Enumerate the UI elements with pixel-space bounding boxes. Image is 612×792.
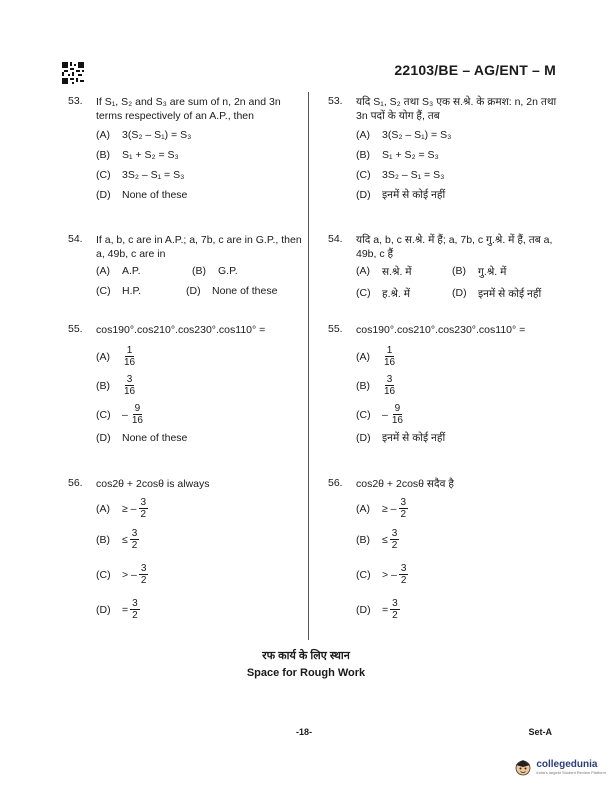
question-text: cos2θ + 2cosθ सदैव है (356, 478, 454, 490)
options-row-1 (96, 265, 308, 277)
option-b: (B) ≤ $\frac{3}{2}$ (96, 528, 138, 551)
option-b: (B) $\frac{3}{16}$ (96, 374, 136, 397)
option-d: (D) None of these (186, 285, 278, 297)
question-54 (68, 233, 308, 297)
fraction: $\frac{3}{2}$ (132, 598, 138, 621)
option-d: (D) इनमें से कोई नहीं (452, 287, 542, 300)
fraction: $\frac{3}{2}$ (140, 563, 147, 586)
option-b: (B) S₁ + S₂ = S₃ (96, 149, 179, 161)
option-b: (B) G.P. (192, 265, 238, 277)
option-d: (D) = $\frac{3}{2}$ (356, 598, 398, 621)
question-55 (68, 323, 308, 446)
question-56 (68, 477, 308, 621)
set-label: Set-A (528, 727, 552, 737)
option-c: (C) 3S₂ – S₁ = S₃ (356, 169, 445, 181)
question-number: 56. (68, 477, 83, 489)
option-a: (A) 3(S₂ – S₁) = S₃ (96, 129, 192, 141)
option-b: (B) ≤ $\frac{3}{2}$ (356, 528, 398, 551)
options-row-2 (96, 285, 308, 297)
fraction: $\frac{3}{16}$ (384, 374, 396, 397)
question-number: 56. (328, 477, 343, 489)
question-text: If S₁, S₂ and S₃ are sum of n, 2n and 3n terms respectively of an A.P., then (96, 96, 281, 122)
page-number: -18- (296, 727, 313, 737)
option-c: (C) H.P. (96, 285, 142, 297)
fraction: $\frac{3}{2}$ (391, 528, 398, 551)
question-54-hindi (328, 233, 568, 301)
question-text: यदि S₁, S₂ तथा S₃ एक स.श्रे. के क्रमश: n, 2n तथा 3n पदों के योग हैं, तब (356, 96, 557, 122)
fraction: $\frac{3}{2}$ (131, 528, 138, 551)
question-number: 55. (328, 323, 343, 335)
paper-code: 22103/BE – AG/ENT – M (394, 62, 556, 78)
option-d: (D) None of these (96, 432, 188, 444)
fraction: $\frac{3}{2}$ (392, 598, 398, 621)
question-number: 55. (68, 323, 83, 335)
fraction: $\frac{3}{2}$ (140, 497, 147, 520)
option-d: (D) इनमें से कोई नहीं (356, 189, 446, 201)
question-53-hindi (328, 95, 568, 203)
option-d: (D) = $\frac{3}{2}$ (96, 598, 138, 621)
options-row-1 (356, 265, 568, 279)
question-number: 54. (328, 233, 343, 245)
rough-work-section (0, 648, 612, 679)
option-a: (A) ≥ – $\frac{3}{2}$ (96, 497, 147, 520)
option-b: (B) S₁ + S₂ = S₃ (356, 149, 439, 161)
rough-work-label: Space for Rough Work (246, 667, 366, 679)
option-c: (C) ह.श्रे. में (356, 287, 411, 300)
option-a: (A) स.श्रे. में (356, 265, 412, 278)
question-number: 53. (328, 95, 343, 107)
question-text: यदि a, b, c स.श्रे. में हैं; a, 7b, c गु.श्रे. में हैं, तब a, 49b, c हैं (356, 234, 553, 260)
question-text: cos2θ + 2cosθ is always (96, 478, 210, 490)
option-b: (B) $\frac{3}{16}$ (356, 374, 396, 397)
option-a: (A) A.P. (96, 265, 141, 277)
brand-tagline: India's largest Student Review Platform (536, 770, 606, 775)
option-a: (A) $\frac{1}{16}$ (96, 345, 136, 368)
fraction: $\frac{1}{16}$ (384, 345, 396, 368)
option-c: (C) > – $\frac{3}{2}$ (356, 563, 407, 586)
option-d: (D) इनमें से कोई नहीं (356, 432, 446, 444)
qr-code-icon (62, 62, 84, 84)
question-text: cos190°.cos210°.cos230°.cos110° = (96, 324, 266, 336)
fraction: $\frac{3}{16}$ (124, 374, 136, 397)
option-a: (A) $\frac{1}{16}$ (356, 345, 396, 368)
question-55-hindi (328, 323, 568, 446)
fraction: $\frac{1}{16}$ (124, 345, 136, 368)
fraction: $\frac{3}{2}$ (400, 497, 407, 520)
option-d: (D) None of these (96, 189, 188, 201)
column-divider (308, 92, 309, 640)
mascot-icon (513, 757, 533, 777)
options-row-2 (356, 287, 568, 301)
question-text: cos190°.cos210°.cos230°.cos110° = (356, 324, 526, 336)
rough-work-label-hindi: रफ कार्य के लिए स्थान (262, 650, 350, 662)
question-number: 53. (68, 95, 83, 107)
fraction: $\frac{9}{16}$ (391, 403, 403, 426)
option-a: (A) 3(S₂ – S₁) = S₃ (356, 129, 452, 141)
question-number: 54. (68, 233, 83, 245)
collegedunia-logo (513, 757, 606, 777)
option-c: (C) 3S₂ – S₁ = S₃ (96, 169, 185, 181)
brand-name: collegedunia (536, 759, 598, 770)
question-text: If a, b, c are in A.P.; a, 7b, c are in G.P., then a, 49b, c are in (96, 234, 302, 260)
question-53 (68, 95, 308, 203)
fraction: $\frac{9}{16}$ (131, 403, 143, 426)
option-a: (A) ≥ – $\frac{3}{2}$ (356, 497, 407, 520)
option-b: (B) गु.श्रे. में (452, 265, 507, 278)
option-c: (C) – $\frac{9}{16}$ (96, 403, 143, 426)
question-56-hindi (328, 477, 568, 621)
option-c: (C) – $\frac{9}{16}$ (356, 403, 403, 426)
fraction: $\frac{3}{2}$ (400, 563, 407, 586)
option-c: (C) > – $\frac{3}{2}$ (96, 563, 147, 586)
